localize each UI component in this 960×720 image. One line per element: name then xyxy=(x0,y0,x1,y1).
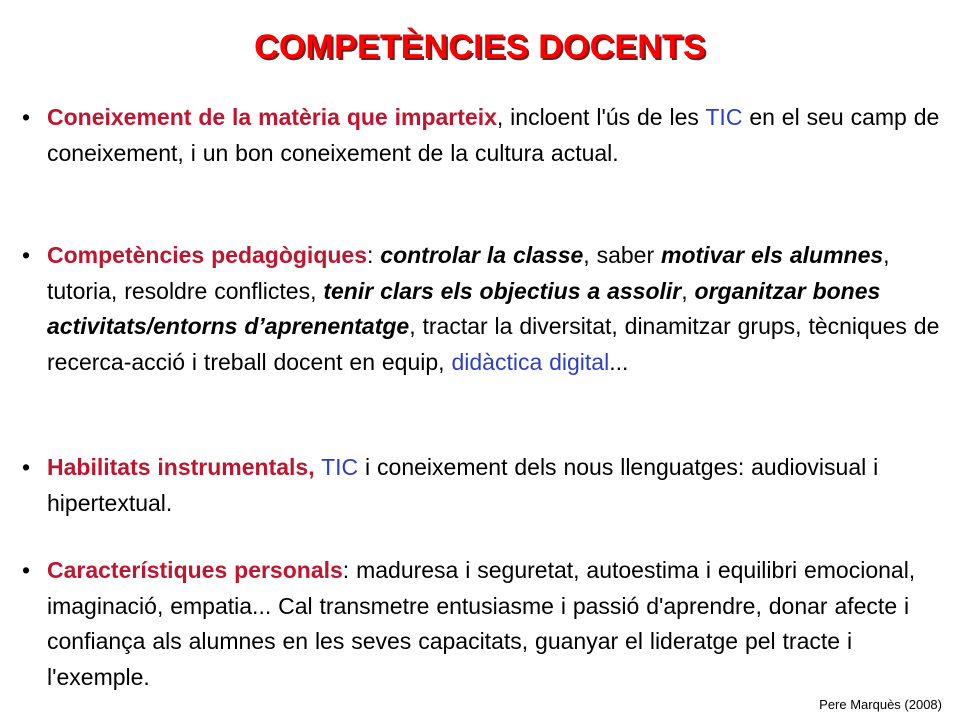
list-item-text xyxy=(47,450,947,521)
emphasis-text: controlar la classe xyxy=(380,242,584,268)
item-heading: Característiques personals xyxy=(47,557,343,583)
bullet-glyph: • xyxy=(22,454,31,480)
emphasis-text: motivar els alumnes xyxy=(661,242,884,268)
emphasis-text: tenir clars els objectius a assolir xyxy=(323,277,682,304)
text-span: en el seu camp de coneixement, i un bon coneixement de la cultura actual. xyxy=(47,104,940,166)
author-credit: Pere Marquès (2008) xyxy=(819,697,942,712)
page-title: COMPETÈNCIES DOCENTS xyxy=(254,28,706,66)
highlight-term: didàctica digital xyxy=(451,348,610,375)
text-span: : xyxy=(367,242,381,268)
text-span: , xyxy=(681,277,695,304)
item-heading: Coneixement de la matèria que imparteix xyxy=(47,104,497,130)
list-item-text xyxy=(47,100,947,171)
text-span: ... xyxy=(609,348,629,375)
item-heading: Habilitats instrumentals, xyxy=(47,454,315,480)
item-heading: Competències pedagògiques xyxy=(47,242,368,268)
text-span: , tutoria, resoldre conflictes, xyxy=(47,242,890,304)
text-span: : maduresa i seguretat, autoestima i equilibri emocional, imaginació, empatia... Cal transmetre entusiasme i passió d'aprendre, donar afecte i confiança als alumnes en les seves capacitats, guanyar el lideratge pel tracte i l'exemple. xyxy=(47,557,916,690)
bullet-glyph: • xyxy=(22,557,31,583)
highlight-term: TIC xyxy=(321,454,359,480)
bullet-glyph: • xyxy=(22,242,31,268)
text-span: , incloent l'ús de les xyxy=(496,104,706,130)
text-span: , saber xyxy=(583,242,662,268)
text-span: i coneixement dels nous llenguatges: audiovisual i hipertextual. xyxy=(47,454,879,516)
text-span: , tractar la diversitat, dinamitzar grups, tècniques de recerca-acció i treball docent en equip, xyxy=(47,313,940,375)
highlight-term: TIC xyxy=(705,104,743,130)
emphasis-text: organitzar bones activitats/entorns d’aprenentatge xyxy=(47,277,881,339)
list-item-text xyxy=(47,553,947,695)
list-item-text xyxy=(47,238,947,380)
bullet-glyph: • xyxy=(22,104,31,130)
